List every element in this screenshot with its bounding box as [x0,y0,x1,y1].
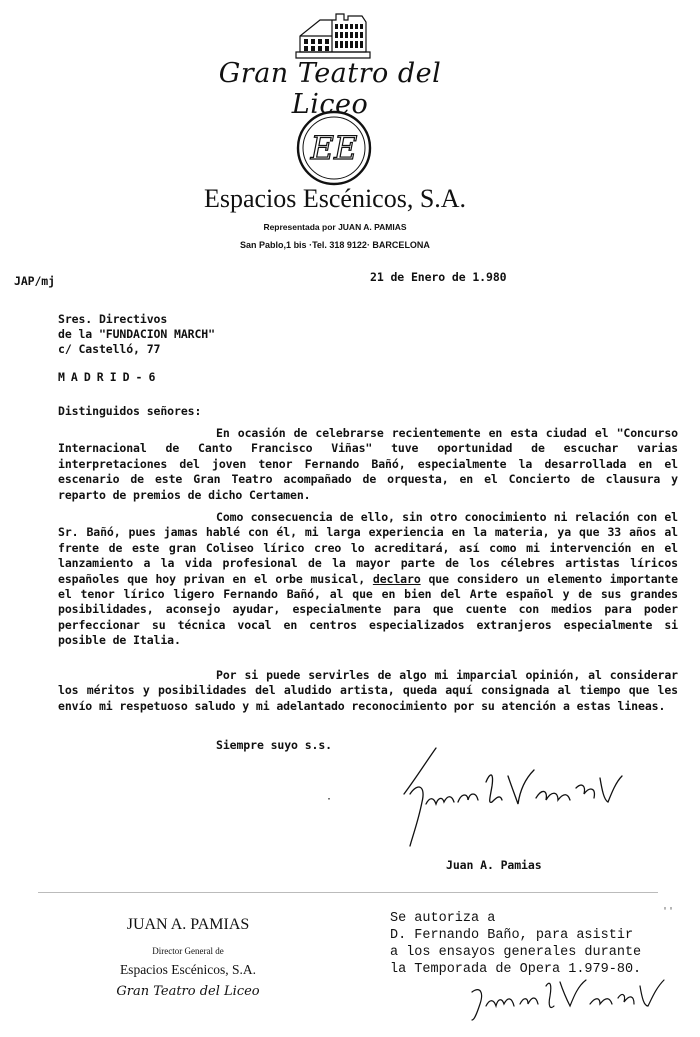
paragraph-2 [58,510,678,649]
ee-monogram-icon [296,110,372,186]
recipient-city: MADRID-6 [58,370,162,384]
letter-date: 21 de Enero de 1.980 [370,270,507,284]
paragraph-1 [58,426,678,503]
recipient-line: c/ Castelló, 77 [58,342,161,356]
company-name: Espacios Escénicos, S.A. [203,184,467,213]
theatre-building-icon [292,8,372,62]
ink-mark: '' [662,906,675,917]
paragraph-3 [58,668,678,714]
represented-by: Representada por JUAN A. PAMIAS [263,222,407,232]
signer-name: Juan A. Pamias [446,858,542,872]
closing: Siempre suyo s.s. [216,738,333,752]
paragraph-text-end: que considero un elemento importante el tenor lírico ligero Fernando Bañó, al que en bien del Arte español y de sus grandes posibilidades, aconsejo ayudar, especialmente para que cuente con medios para poder perfeccionar su técnica vocal en centros especializados extranjeros especialmente si posible de Italia. [58,571,678,648]
paragraph-text [58,510,678,649]
paragraph-text: Por si puede servirles de algo mi imparcial opinión, al considerar los méritos y posibilidades del aludido artista, queda aquí consignada al tiempo que les envío mi respetuoso saludo y mi adelantado reconocimiento por su atención a estas lineas. [58,668,678,713]
ink-mark: · [326,794,333,805]
card-title: Director General de [152,946,224,956]
card-theatre: Gran Teatro del Liceo [116,984,260,999]
authorization-line: la Temporada de Opera 1.979-80. [390,962,642,977]
authorization-note [390,910,641,978]
recipient-address [58,312,215,357]
authorization-line: D. Fernando Baño, para asistir [390,928,634,943]
handwritten-signature-icon [396,742,636,852]
section-divider [38,892,658,893]
monogram-text: EE [310,129,358,167]
paragraph-text-start: Como consecuencia de ello, sin otro conocimiento ni relación con el Sr. Bañó, pues jamas hablé con él, mi larga experiencia en la materia, ya que 33 años al frente de este gran Coliseo lírico creo lo acreditará, así como mi intervención en el lanzamiento a la vida profesional de la mayor parte de los célebres artistas líricos españoles que hoy privan en el orbe musical, [58,510,678,586]
salutation: Distinguidos señores: [58,404,202,418]
recipient-line: de la "FUNDACION MARCH" [58,327,215,341]
underlined-word: declaro [372,571,421,586]
card-company: Espacios Escénicos, S.A. [119,962,257,977]
recipient-line: Sres. Directivos [58,312,168,326]
reference-code: JAP/mj [14,274,55,288]
paragraph-text: En ocasión de celebrarse recientemente en esta ciudad el "Concurso Internacional de Canto Francisco Viñas" tuve oportunidad de escuchar varias interpretaciones del joven tenor Fernando Bañó, especialmente la desarrollada en el escenario de este Gran Teatro acompañado de orquesta, en el Concierto de clausura y reparto de premios de dicho Certamen. [58,426,678,502]
theatre-name: Gran Teatro del Liceo [218,58,442,120]
authorization-line: a los ensayos generales durante [390,945,642,960]
handwritten-initial-signature-icon [466,972,676,1022]
card-name: JUAN A. PAMIAS [126,916,250,933]
authorization-line: Se autoriza a [390,911,496,926]
company-address: San Pablo,1 bis ·Tel. 318 9122· BARCELONA [240,240,430,250]
